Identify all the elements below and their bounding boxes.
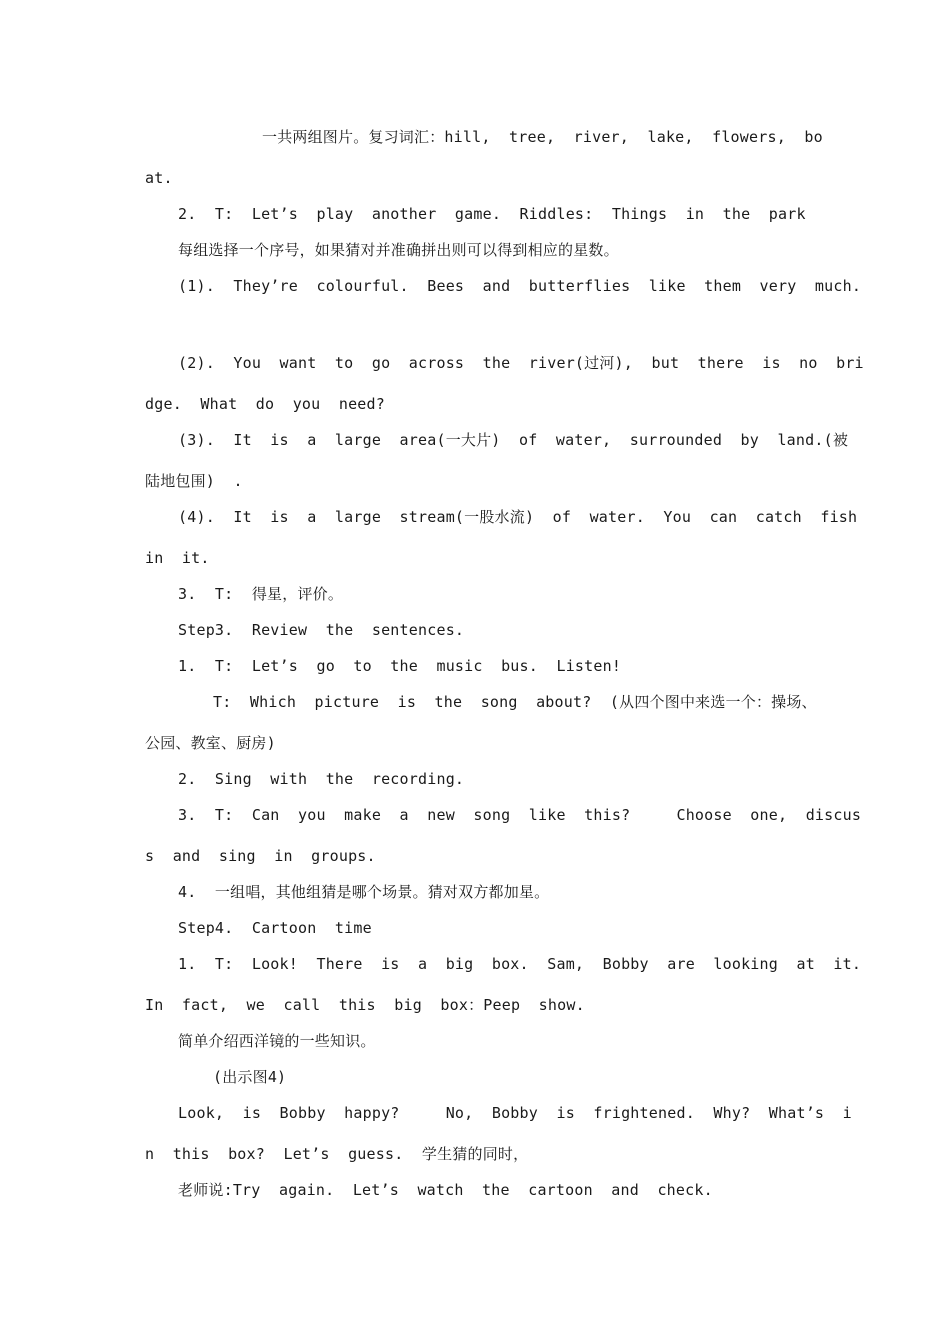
text-line-music-bus: 1. T: Let’s go to the music bus. Listen! (178, 657, 622, 675)
text-line-riddle-4-cont: in it. (145, 549, 210, 567)
text-line-riddles-game: 2. T: Let’s play another game. Riddles: Things in the park (178, 205, 806, 223)
text-line-peep-show-intro: 简单介绍西洋镜的一些知识。 (178, 1032, 376, 1050)
text-line-riddle-2: (2). You want to go across the river(过河), but there is no bri (178, 354, 864, 372)
text-line-which-picture-cont: 公园、教室、厨房) (145, 734, 276, 752)
text-line-watch-cartoon: 老师说:Try again. Let’s watch the cartoon and check. (178, 1181, 713, 1199)
text-line-big-box: 1. T: Look! There is a big box. Sam, Bobby are looking at it. (178, 955, 862, 973)
text-line-riddle-3: (3). It is a large area(一大片) of water, surrounded by land.(被 (178, 431, 849, 449)
text-line-step4-heading: Step4. Cartoon time (178, 919, 372, 937)
text-line-new-song-cont: s and sing in groups. (145, 847, 376, 865)
text-line-riddle-1: (1). They’re colourful. Bees and butterflies like them very much. (178, 277, 862, 295)
text-line-bobby-frightened-cont: n this box? Let’s guess. 学生猜的同时， (145, 1145, 529, 1163)
text-line-group-guess: 4. 一组唱，其他组猜是哪个场景。猜对双方都加星。 (178, 883, 550, 901)
text-line-new-song: 3. T: Can you make a new song like this? Choose one, discus (178, 806, 862, 824)
text-line-stars-evaluation: 3. T: 得星，评价。 (178, 585, 344, 603)
text-line-show-picture-4: (出示图4) (213, 1068, 287, 1086)
text-line-vocab-review-cont: at. (145, 169, 173, 187)
text-line-big-box-cont: In fact, we call this big box：Peep show. (145, 996, 585, 1014)
text-line-riddle-3-cont: 陆地包围) . (145, 472, 243, 490)
text-line-which-picture: T: Which picture is the song about? (从四个图中来选一个：操场、 (213, 693, 817, 711)
text-line-riddle-4: (4). It is a large stream(一股水流) of water. You can catch fish (178, 508, 858, 526)
text-line-sing-recording: 2. Sing with the recording. (178, 770, 465, 788)
text-line-bobby-frightened: Look, is Bobby happy? No, Bobby is frightened. Why? What’s i (178, 1104, 852, 1122)
text-line-step3-heading: Step3. Review the sentences. (178, 621, 465, 639)
text-line-riddle-2-cont: dge. What do you need? (145, 395, 385, 413)
text-line-vocab-review: 一共两组图片。复习词汇：hill, tree, river, lake, flowers, bo (262, 128, 823, 146)
text-line-riddles-instructions: 每组选择一个序号，如果猜对并准确拼出则可以得到相应的星数。 (178, 241, 619, 259)
